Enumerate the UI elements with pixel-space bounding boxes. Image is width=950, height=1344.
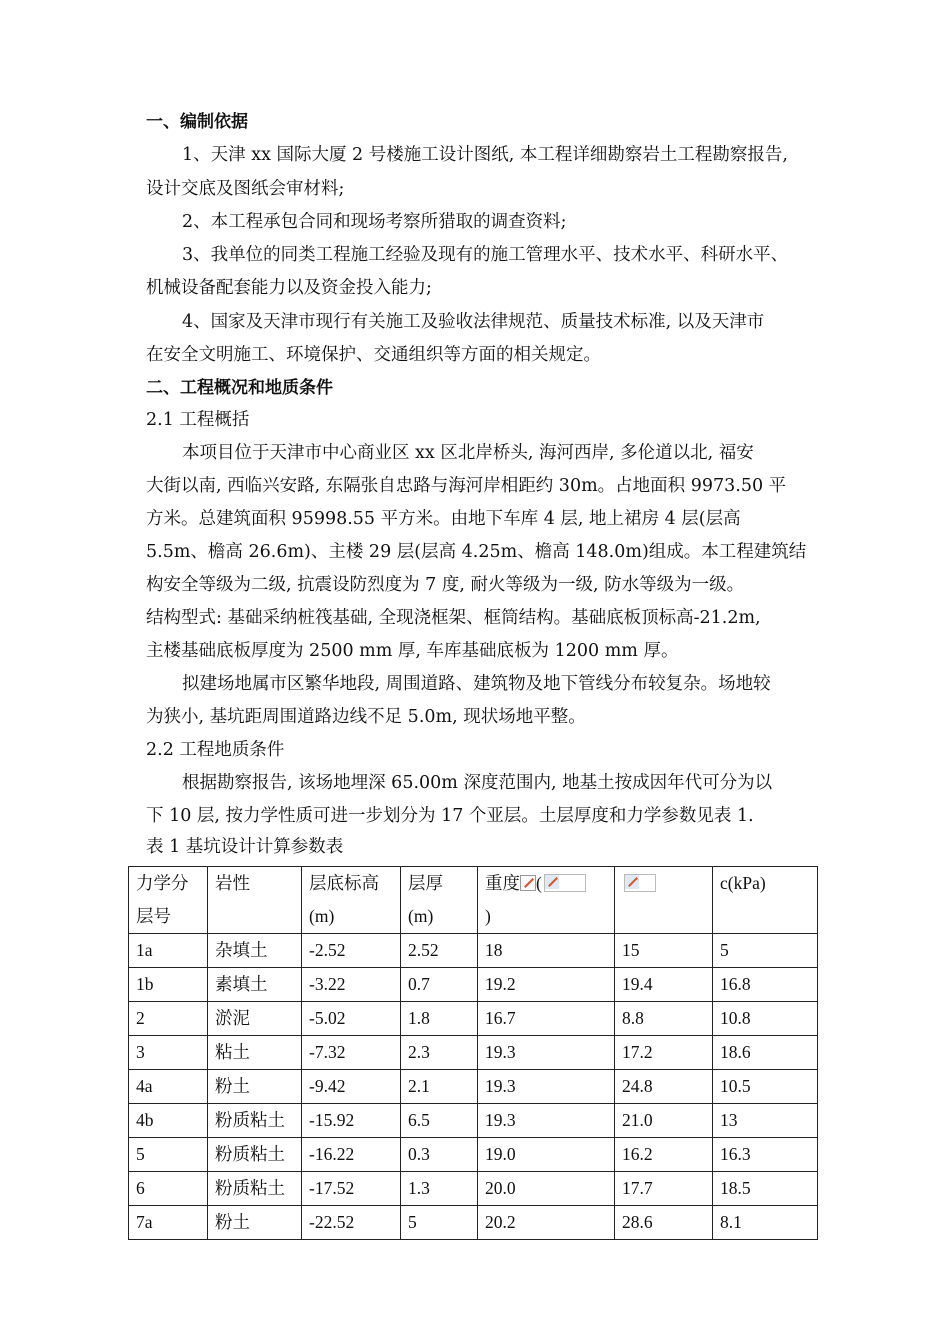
header-cell: [302, 867, 401, 934]
paragraph-line: 方米。总建筑面积 95998.55 平方米。由地下车库 4 层, 地上裙房 4 层(层高: [146, 509, 741, 529]
header-text: 层厚: [408, 873, 443, 893]
table-cell: 19.2: [478, 968, 615, 1002]
table-cell: 粉质粘土: [208, 1172, 302, 1206]
table-cell: -2.52: [302, 934, 401, 968]
broken-image-icon: [520, 875, 536, 891]
table-cell: 0.7: [401, 968, 478, 1002]
table-cell: 21.0: [615, 1104, 713, 1138]
header-cell: [713, 867, 818, 934]
section-heading-basis: 一、编制依据: [146, 112, 248, 132]
table-cell: 2.1: [401, 1070, 478, 1104]
paragraph-line: 大街以南, 西临兴安路, 东隔张自忠路与海河岸相距约 30m。占地面积 9973.50 平: [146, 476, 787, 496]
paragraph-line: 4、国家及天津市现行有关施工及验收法律规范、质量技术标准, 以及天津市: [182, 312, 765, 332]
header-cell: [208, 867, 302, 934]
table-cell: 19.3: [478, 1036, 615, 1070]
table-cell: -3.22: [302, 968, 401, 1002]
table-cell: 28.6: [615, 1206, 713, 1240]
paragraph-line: 为狭小, 基坑距周围道路边线不足 5.0m, 现状场地平整。: [146, 707, 586, 727]
table-cell: 19.3: [478, 1104, 615, 1138]
paragraph-line: 1、天津 xx 国际大厦 2 号楼施工设计图纸, 本工程详细勘察岩土工程勘察报告,: [182, 145, 788, 165]
paragraph-line: 在安全文明施工、环境保护、交通组织等方面的相关规定。: [146, 345, 601, 365]
header-cell: [401, 867, 478, 934]
table-cell: 粉质粘土: [208, 1104, 302, 1138]
table-cell: 淤泥: [208, 1002, 302, 1036]
header-text: 层号: [136, 906, 171, 926]
parameter-table: [128, 866, 818, 1240]
table-cell: 16.8: [713, 968, 818, 1002]
paragraph-line: 机械设备配套能力以及资金投入能力;: [146, 278, 432, 298]
table-cell: 粘土: [208, 1036, 302, 1070]
table-cell: 10.5: [713, 1070, 818, 1104]
table-cell: 2: [129, 1002, 208, 1036]
table-cell: 20.0: [478, 1172, 615, 1206]
paragraph-line: 设计交底及图纸会审材料;: [146, 179, 345, 199]
table-row: [129, 968, 818, 1002]
table-cell: 粉土: [208, 1070, 302, 1104]
section-heading-overview: 二、工程概况和地质条件: [146, 378, 333, 398]
table-cell: 24.8: [615, 1070, 713, 1104]
table-cell: 19.4: [615, 968, 713, 1002]
table-cell: -15.92: [302, 1104, 401, 1138]
table-row: [129, 934, 818, 968]
subsection-title: 2.1 工程概括: [146, 410, 250, 430]
table-cell: 6: [129, 1172, 208, 1206]
paragraph-line: 2、本工程承包合同和现场考察所猎取的调查资料;: [182, 212, 567, 232]
table-cell: 13: [713, 1104, 818, 1138]
table-row: [129, 1206, 818, 1240]
table-cell: -17.52: [302, 1172, 401, 1206]
table-cell: 16.3: [713, 1138, 818, 1172]
table-cell: 17.2: [615, 1036, 713, 1070]
table-cell: 20.2: [478, 1206, 615, 1240]
header-text: 层底标高: [309, 873, 379, 893]
table-cell: 16.7: [478, 1002, 615, 1036]
paragraph-line: 拟建场地属市区繁华地段, 周围道路、建筑物及地下管线分布较复杂。场地较: [182, 674, 771, 694]
header-text: (: [536, 873, 542, 893]
table-row: [129, 1104, 818, 1138]
table-cell: -22.52: [302, 1206, 401, 1240]
table-cell: 3: [129, 1036, 208, 1070]
paragraph-line: 下 10 层, 按力学性质可进一步划分为 17 个亚层。土层厚度和力学参数见表 1.: [146, 806, 754, 826]
header-text: 重度: [485, 873, 520, 893]
paragraph-line: 主楼基础底板厚度为 2500 mm 厚, 车库基础底板为 1200 mm 厚。: [146, 641, 679, 661]
header-cell: [478, 867, 615, 934]
table-cell: 2.3: [401, 1036, 478, 1070]
header-cell: [129, 867, 208, 934]
header-text: 岩性: [215, 873, 250, 893]
table-cell: 0.3: [401, 1138, 478, 1172]
header-text: (m): [408, 906, 434, 926]
table-cell: 6.5: [401, 1104, 478, 1138]
table-cell: 1b: [129, 968, 208, 1002]
broken-image-icon: [624, 874, 656, 892]
table-cell: 5: [401, 1206, 478, 1240]
table-row: [129, 1172, 818, 1206]
table-cell: 19.3: [478, 1070, 615, 1104]
paragraph-line: 3、我单位的同类工程施工经验及现有的施工管理水平、技术水平、科研水平、: [182, 245, 789, 265]
table-cell: -7.32: [302, 1036, 401, 1070]
header-text: (m): [309, 906, 335, 926]
table-cell: 5: [129, 1138, 208, 1172]
table-row: [129, 1002, 818, 1036]
table-cell: 15: [615, 934, 713, 968]
table-cell: 18.5: [713, 1172, 818, 1206]
table-caption: 表 1 基坑设计计算参数表: [146, 837, 344, 857]
paragraph-line: 根据勘察报告, 该场地埋深 65.00m 深度范围内, 地基土按成因年代可分为以: [182, 773, 773, 793]
table-cell: -9.42: [302, 1070, 401, 1104]
paragraph-line: 结构型式: 基础采纳桩筏基础, 全现浇框架、框筒结构。基础底板顶标高-21.2m,: [146, 608, 761, 628]
table-cell: 5: [713, 934, 818, 968]
table-cell: -5.02: [302, 1002, 401, 1036]
table-row: [129, 1138, 818, 1172]
table-cell: 7a: [129, 1206, 208, 1240]
header-text: 力学分: [136, 873, 189, 893]
header-cell: [615, 867, 713, 934]
table-row: [129, 1036, 818, 1070]
table-cell: 16.2: [615, 1138, 713, 1172]
table-cell: 4a: [129, 1070, 208, 1104]
header-text: c(kPa): [720, 873, 766, 893]
table-cell: -16.22: [302, 1138, 401, 1172]
table-cell: 19.0: [478, 1138, 615, 1172]
table-cell: 粉质粘土: [208, 1138, 302, 1172]
table-cell: 18: [478, 934, 615, 968]
paragraph-line: 5.5m、檐高 26.6m)、主楼 29 层(层高 4.25m、檐高 148.0m)组成。本工程建筑结: [146, 542, 807, 562]
table-cell: 18.6: [713, 1036, 818, 1070]
table-cell: 10.8: [713, 1002, 818, 1036]
table-cell: 8.1: [713, 1206, 818, 1240]
table-cell: 1a: [129, 934, 208, 968]
table-cell: 粉土: [208, 1206, 302, 1240]
header-text: ): [485, 906, 491, 926]
table-cell: 1.8: [401, 1002, 478, 1036]
table-header-row: [129, 867, 818, 934]
table-cell: 1.3: [401, 1172, 478, 1206]
table-cell: 素填土: [208, 968, 302, 1002]
paragraph-line: 本项目位于天津市中心商业区 xx 区北岸桥头, 海河西岸, 多伦道以北, 福安: [182, 443, 754, 463]
table-cell: 8.8: [615, 1002, 713, 1036]
broken-image-icon: [544, 874, 586, 892]
table-cell: 2.52: [401, 934, 478, 968]
paragraph-line: 构安全等级为二级, 抗震设防烈度为 7 度, 耐火等级为一级, 防水等级为一级。: [146, 575, 745, 595]
subsection-title: 2.2 工程地质条件: [146, 740, 285, 760]
table-cell: 17.7: [615, 1172, 713, 1206]
table-cell: 4b: [129, 1104, 208, 1138]
table-cell: 杂填土: [208, 934, 302, 968]
table-row: [129, 1070, 818, 1104]
